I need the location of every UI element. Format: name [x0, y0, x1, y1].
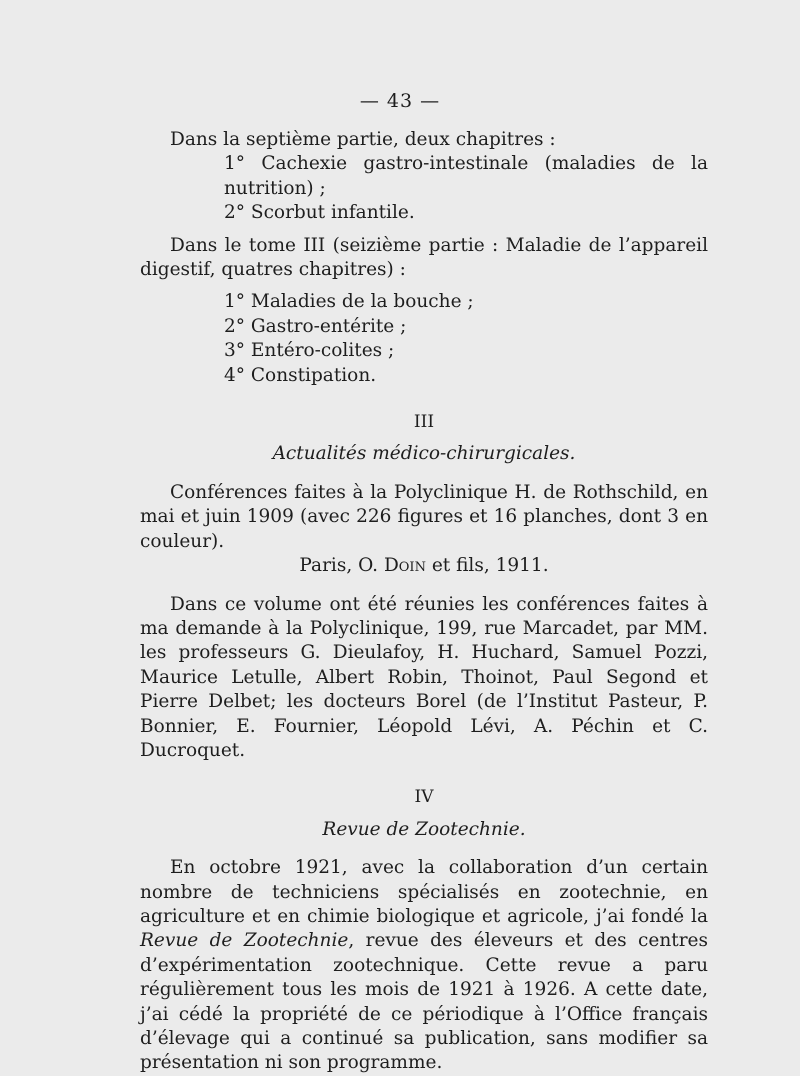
list-item: 2° Gastro-entérite ;	[224, 315, 407, 337]
publisher-line	[140, 554, 708, 578]
list-item: 3° Entéro-colites ;	[224, 340, 395, 362]
publisher-name: Doin	[383, 555, 426, 577]
list-item: 2° Scorbut infantile.	[224, 202, 415, 224]
paragraph-text: , revue des éleveurs et des centres d’expérimentation zootechnique. Cette revue a paru régulièrement tous les mois de 1921 à 1926. A cette date, j’ai cédé la propriété de ce périodique à l’Office français d’élevage qui a continué sa publication, sans modifier sa présentation ni son programme.	[140, 930, 708, 1074]
tome3-intro: Dans le tome III (seizième partie : Maladie de l’appareil digestif, quatres chapitres) :	[140, 234, 708, 281]
section-numeral: III	[413, 412, 435, 433]
section-title: Revue de Zootechnie.	[322, 818, 526, 840]
journal-title: Revue de Zootechnie	[140, 930, 349, 952]
publisher-suffix: et fils, 1911.	[425, 555, 549, 577]
list-item: 1° Maladies de la bouche ;	[224, 291, 474, 313]
section-numeral: IV	[414, 787, 434, 808]
septieme-intro: Dans la septième partie, deux chapitres :	[170, 129, 556, 150]
list-item: 4° Constipation.	[224, 364, 377, 386]
publisher-prefix: Paris, O.	[299, 555, 384, 577]
reference-line: Conférences faites à la Polyclinique H. de Rothschild, en mai et juin 1909 (avec 226 figures et 16 planches, dont 3 en couleur).	[140, 481, 708, 552]
section-paragraph	[140, 856, 708, 1076]
paragraph-text: En octobre 1921, avec la collaboration d’un certain nombre de techniciens spécialisés en zootechnie, en agriculture et en chimie biologique et agricole, j’ai fondé la	[140, 857, 708, 927]
list-item: 1° Cachexie gastro-intestinale (maladies de la nutrition) ;	[224, 153, 708, 199]
page-body	[140, 128, 708, 1076]
page-number: — 43 —	[359, 90, 441, 112]
section-paragraph: Dans ce volume ont été réunies les conférences faites à ma demande à la Polyclinique, 199, rue Marcadet, par MM. les professeurs G. Dieulafoy, H. Huchard, Samuel Pozzi, Maurice Letulle, Albert Robin, Thoinot, Paul Segond et Pierre Delbet; les docteurs Borel (de l’Institut Pasteur, P. Bonnier, E. Fournier, Léopold Lévi, A. Péchin et C. Ducroquet.	[140, 593, 708, 761]
section-title: Actualités médico-chirurgicales.	[272, 443, 576, 465]
